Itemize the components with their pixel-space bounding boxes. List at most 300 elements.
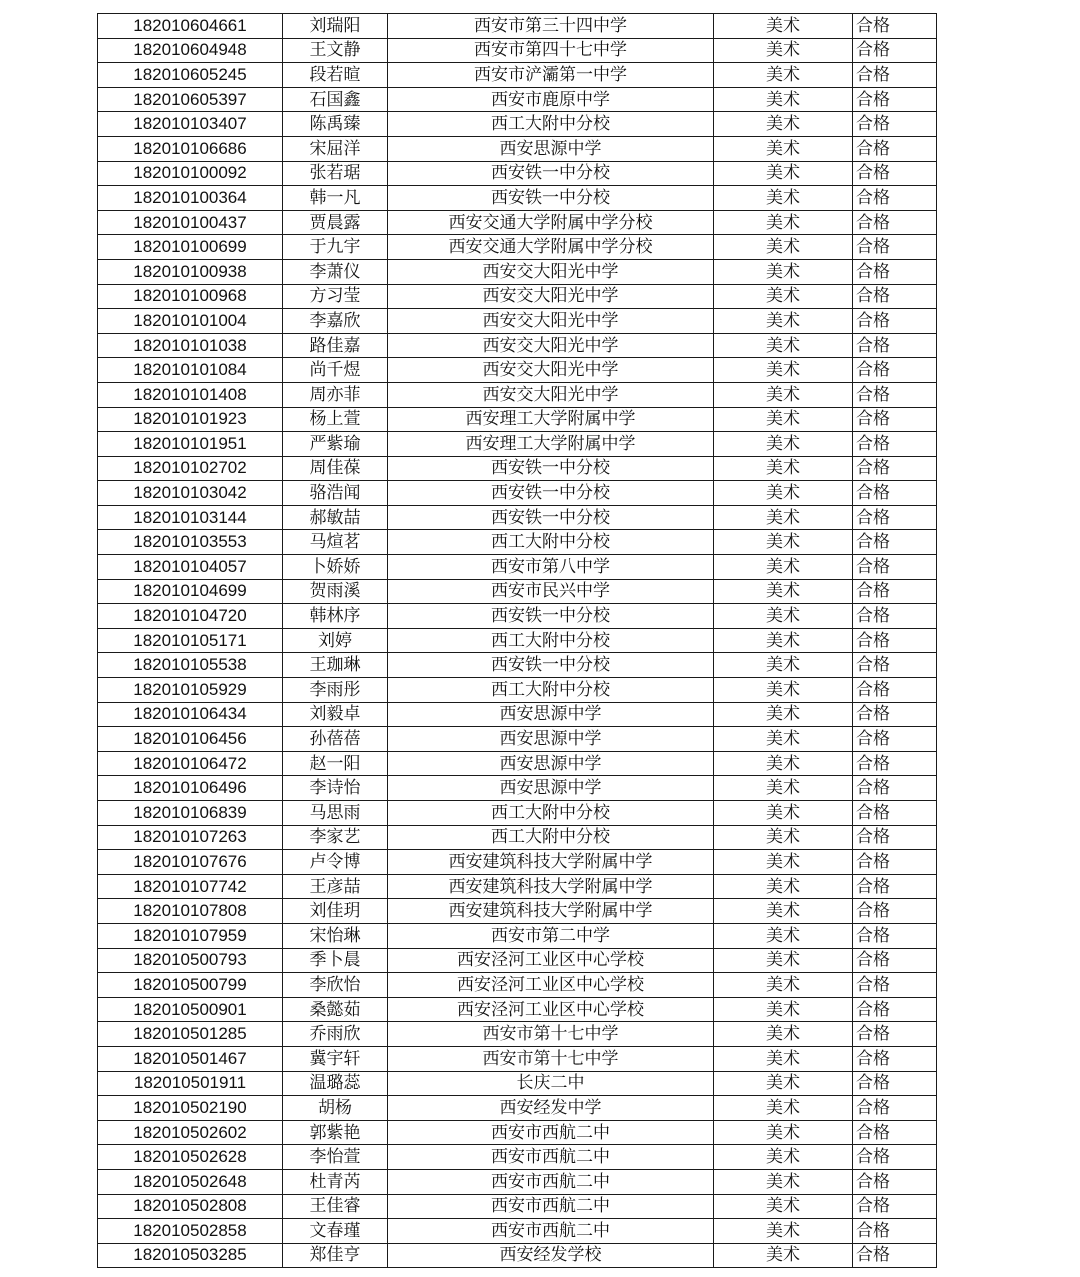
table-row [98, 112, 937, 137]
student-name-cell: 严紫瑜 [283, 432, 388, 457]
exam-id-cell: 182010501911 [98, 1071, 283, 1096]
subject-cell: 美术 [714, 358, 853, 383]
school-cell: 西安思源中学 [388, 136, 714, 161]
exam-id-cell: 182010107742 [98, 874, 283, 899]
school-cell: 西工大附中分校 [388, 530, 714, 555]
table-row [98, 1194, 937, 1219]
result-cell: 合格 [853, 530, 937, 555]
school-cell: 西安思源中学 [388, 727, 714, 752]
subject-cell: 美术 [714, 923, 853, 948]
exam-id-cell: 182010604948 [98, 38, 283, 63]
subject-cell: 美术 [714, 850, 853, 875]
student-name-cell: 王佳睿 [283, 1194, 388, 1219]
subject-cell: 美术 [714, 653, 853, 678]
school-cell: 西安市第十七中学 [388, 1022, 714, 1047]
school-cell: 西安铁一中分校 [388, 481, 714, 506]
school-cell: 西安市第八中学 [388, 555, 714, 580]
subject-cell: 美术 [714, 284, 853, 309]
table-row [98, 678, 937, 703]
exam-id-cell: 182010106456 [98, 727, 283, 752]
exam-id-cell: 182010107959 [98, 923, 283, 948]
table-row [98, 1120, 937, 1145]
result-cell: 合格 [853, 87, 937, 112]
student-name-cell: 李萧仪 [283, 259, 388, 284]
school-cell: 西安市民兴中学 [388, 579, 714, 604]
result-cell: 合格 [853, 604, 937, 629]
school-cell: 长庆二中 [388, 1071, 714, 1096]
exam-id-cell: 182010503285 [98, 1243, 283, 1268]
result-cell: 合格 [853, 505, 937, 530]
school-cell: 西工大附中分校 [388, 678, 714, 703]
exam-id-cell: 182010101408 [98, 382, 283, 407]
table-row [98, 87, 937, 112]
school-cell: 西安市第四十七中学 [388, 38, 714, 63]
school-cell: 西安市西航二中 [388, 1145, 714, 1170]
result-cell: 合格 [853, 801, 937, 826]
student-name-cell: 马煊茗 [283, 530, 388, 555]
subject-cell: 美术 [714, 1022, 853, 1047]
exam-id-cell: 182010102702 [98, 456, 283, 481]
student-name-cell: 杜青芮 [283, 1169, 388, 1194]
subject-cell: 美术 [714, 948, 853, 973]
result-cell: 合格 [853, 555, 937, 580]
exam-id-cell: 182010100437 [98, 210, 283, 235]
result-cell: 合格 [853, 333, 937, 358]
table-row [98, 309, 937, 334]
school-cell: 西工大附中分校 [388, 825, 714, 850]
subject-cell: 美术 [714, 1194, 853, 1219]
subject-cell: 美术 [714, 1071, 853, 1096]
school-cell: 西安建筑科技大学附属中学 [388, 850, 714, 875]
student-name-cell: 韩一凡 [283, 186, 388, 211]
school-cell: 西安市西航二中 [388, 1120, 714, 1145]
exam-id-cell: 182010605245 [98, 63, 283, 88]
table-row [98, 136, 937, 161]
subject-cell: 美术 [714, 161, 853, 186]
subject-cell: 美术 [714, 333, 853, 358]
exam-id-cell: 182010100092 [98, 161, 283, 186]
result-cell: 合格 [853, 751, 937, 776]
school-cell: 西安铁一中分校 [388, 456, 714, 481]
result-cell: 合格 [853, 850, 937, 875]
school-cell: 西安理工大学附属中学 [388, 407, 714, 432]
exam-id-cell: 182010502190 [98, 1096, 283, 1121]
result-cell: 合格 [853, 112, 937, 137]
result-cell: 合格 [853, 997, 937, 1022]
subject-cell: 美术 [714, 1046, 853, 1071]
school-cell: 西安经发中学 [388, 1096, 714, 1121]
subject-cell: 美术 [714, 382, 853, 407]
table-row [98, 210, 937, 235]
subject-cell: 美术 [714, 432, 853, 457]
table-row [98, 1071, 937, 1096]
school-cell: 西安交通大学附属中学分校 [388, 210, 714, 235]
student-name-cell: 温璐蕊 [283, 1071, 388, 1096]
subject-cell: 美术 [714, 702, 853, 727]
student-name-cell: 郑佳亨 [283, 1243, 388, 1268]
subject-cell: 美术 [714, 751, 853, 776]
table-row [98, 259, 937, 284]
subject-cell: 美术 [714, 112, 853, 137]
school-cell: 西安思源中学 [388, 776, 714, 801]
table-row [98, 555, 937, 580]
school-cell: 西安市西航二中 [388, 1219, 714, 1244]
subject-cell: 美术 [714, 210, 853, 235]
exam-id-cell: 182010106496 [98, 776, 283, 801]
result-cell: 合格 [853, 284, 937, 309]
exam-id-cell: 182010502858 [98, 1219, 283, 1244]
student-name-cell: 卜娇娇 [283, 555, 388, 580]
student-name-cell: 尚千煜 [283, 358, 388, 383]
table-row [98, 382, 937, 407]
subject-cell: 美术 [714, 481, 853, 506]
student-name-cell: 刘毅卓 [283, 702, 388, 727]
table-row [98, 432, 937, 457]
subject-cell: 美术 [714, 997, 853, 1022]
school-cell: 西安建筑科技大学附属中学 [388, 874, 714, 899]
subject-cell: 美术 [714, 727, 853, 752]
result-cell: 合格 [853, 579, 937, 604]
exam-id-cell: 182010100968 [98, 284, 283, 309]
result-cell: 合格 [853, 825, 937, 850]
table-row [98, 948, 937, 973]
table-row [98, 358, 937, 383]
subject-cell: 美术 [714, 505, 853, 530]
school-cell: 西安市第十七中学 [388, 1046, 714, 1071]
subject-cell: 美术 [714, 973, 853, 998]
exam-id-cell: 182010104057 [98, 555, 283, 580]
student-name-cell: 方习莹 [283, 284, 388, 309]
student-name-cell: 王文静 [283, 38, 388, 63]
exam-id-cell: 182010103042 [98, 481, 283, 506]
exam-id-cell: 182010103407 [98, 112, 283, 137]
student-name-cell: 贺雨溪 [283, 579, 388, 604]
student-name-cell: 马思雨 [283, 801, 388, 826]
result-cell: 合格 [853, 727, 937, 752]
exam-id-cell: 182010502808 [98, 1194, 283, 1219]
table-row [98, 63, 937, 88]
subject-cell: 美术 [714, 407, 853, 432]
subject-cell: 美术 [714, 259, 853, 284]
table-row [98, 604, 937, 629]
student-name-cell: 郝敏喆 [283, 505, 388, 530]
student-name-cell: 李家艺 [283, 825, 388, 850]
result-cell: 合格 [853, 432, 937, 457]
result-cell: 合格 [853, 678, 937, 703]
student-name-cell: 郭紫艳 [283, 1120, 388, 1145]
school-cell: 西安铁一中分校 [388, 653, 714, 678]
subject-cell: 美术 [714, 579, 853, 604]
table-row [98, 1243, 937, 1268]
table-row [98, 530, 937, 555]
exam-id-cell: 182010500793 [98, 948, 283, 973]
student-name-cell: 王彦喆 [283, 874, 388, 899]
student-name-cell: 陈禹臻 [283, 112, 388, 137]
table-row [98, 481, 937, 506]
school-cell: 西安铁一中分校 [388, 161, 714, 186]
student-name-cell: 桑懿茹 [283, 997, 388, 1022]
student-name-cell: 杨上萱 [283, 407, 388, 432]
subject-cell: 美术 [714, 530, 853, 555]
subject-cell: 美术 [714, 235, 853, 260]
table-row [98, 653, 937, 678]
school-cell: 西工大附中分校 [388, 801, 714, 826]
table-row [98, 1145, 937, 1170]
table-row [98, 1046, 937, 1071]
exam-id-cell: 182010103553 [98, 530, 283, 555]
subject-cell: 美术 [714, 87, 853, 112]
result-cell: 合格 [853, 1145, 937, 1170]
student-name-cell: 李怡萱 [283, 1145, 388, 1170]
result-cell: 合格 [853, 702, 937, 727]
result-cell: 合格 [853, 382, 937, 407]
result-cell: 合格 [853, 1022, 937, 1047]
result-cell: 合格 [853, 1243, 937, 1268]
school-cell: 西安市西航二中 [388, 1169, 714, 1194]
result-cell: 合格 [853, 38, 937, 63]
result-cell: 合格 [853, 1194, 937, 1219]
table-row [98, 186, 937, 211]
result-cell: 合格 [853, 899, 937, 924]
exam-id-cell: 182010103144 [98, 505, 283, 530]
subject-cell: 美术 [714, 776, 853, 801]
table-row [98, 1022, 937, 1047]
school-cell: 西安铁一中分校 [388, 186, 714, 211]
student-name-cell: 周佳葆 [283, 456, 388, 481]
table-row [98, 505, 937, 530]
student-name-cell: 石国鑫 [283, 87, 388, 112]
exam-id-cell: 182010106434 [98, 702, 283, 727]
exam-id-cell: 182010502628 [98, 1145, 283, 1170]
exam-id-cell: 182010100938 [98, 259, 283, 284]
table-row [98, 850, 937, 875]
table-row [98, 923, 937, 948]
school-cell: 西安市第二中学 [388, 923, 714, 948]
school-cell: 西安理工大学附属中学 [388, 432, 714, 457]
table-row [98, 235, 937, 260]
result-cell: 合格 [853, 628, 937, 653]
school-cell: 西安交通大学附属中学分校 [388, 235, 714, 260]
student-name-cell: 冀宇轩 [283, 1046, 388, 1071]
student-name-cell: 王珈琳 [283, 653, 388, 678]
result-cell: 合格 [853, 948, 937, 973]
result-cell: 合格 [853, 210, 937, 235]
result-cell: 合格 [853, 1096, 937, 1121]
school-cell: 西安交大阳光中学 [388, 284, 714, 309]
table-row [98, 801, 937, 826]
student-name-cell: 贾晨露 [283, 210, 388, 235]
exam-id-cell: 182010105929 [98, 678, 283, 703]
result-cell: 合格 [853, 776, 937, 801]
results-table-body [98, 14, 937, 1268]
subject-cell: 美术 [714, 1120, 853, 1145]
subject-cell: 美术 [714, 309, 853, 334]
subject-cell: 美术 [714, 628, 853, 653]
result-cell: 合格 [853, 1120, 937, 1145]
result-cell: 合格 [853, 186, 937, 211]
subject-cell: 美术 [714, 1169, 853, 1194]
school-cell: 西安交大阳光中学 [388, 382, 714, 407]
table-row [98, 579, 937, 604]
school-cell: 西安市浐灞第一中学 [388, 63, 714, 88]
exam-id-cell: 182010101004 [98, 309, 283, 334]
result-cell: 合格 [853, 1071, 937, 1096]
school-cell: 西安市鹿原中学 [388, 87, 714, 112]
table-row [98, 1219, 937, 1244]
subject-cell: 美术 [714, 456, 853, 481]
result-cell: 合格 [853, 923, 937, 948]
student-name-cell: 李嘉欣 [283, 309, 388, 334]
school-cell: 西安铁一中分校 [388, 505, 714, 530]
result-cell: 合格 [853, 973, 937, 998]
table-row [98, 1096, 937, 1121]
school-cell: 西安交大阳光中学 [388, 333, 714, 358]
student-name-cell: 李诗怡 [283, 776, 388, 801]
result-cell: 合格 [853, 653, 937, 678]
school-cell: 西安思源中学 [388, 702, 714, 727]
result-cell: 合格 [853, 235, 937, 260]
exam-id-cell: 182010101923 [98, 407, 283, 432]
school-cell: 西安思源中学 [388, 751, 714, 776]
school-cell: 西安建筑科技大学附属中学 [388, 899, 714, 924]
subject-cell: 美术 [714, 1145, 853, 1170]
school-cell: 西安泾河工业区中心学校 [388, 997, 714, 1022]
subject-cell: 美术 [714, 1219, 853, 1244]
student-name-cell: 路佳嘉 [283, 333, 388, 358]
student-name-cell: 韩林序 [283, 604, 388, 629]
table-row [98, 38, 937, 63]
exam-id-cell: 182010105171 [98, 628, 283, 653]
exam-id-cell: 182010100364 [98, 186, 283, 211]
table-row [98, 973, 937, 998]
subject-cell: 美术 [714, 63, 853, 88]
table-row [98, 997, 937, 1022]
result-cell: 合格 [853, 1046, 937, 1071]
result-cell: 合格 [853, 456, 937, 481]
student-name-cell: 刘瑞阳 [283, 14, 388, 39]
exam-id-cell: 182010501285 [98, 1022, 283, 1047]
school-cell: 西安交大阳光中学 [388, 309, 714, 334]
table-row [98, 702, 937, 727]
result-cell: 合格 [853, 259, 937, 284]
student-name-cell: 刘佳玥 [283, 899, 388, 924]
student-name-cell: 乔雨欣 [283, 1022, 388, 1047]
student-name-cell: 文春瑾 [283, 1219, 388, 1244]
exam-id-cell: 182010104720 [98, 604, 283, 629]
exam-id-cell: 182010107263 [98, 825, 283, 850]
exam-id-cell: 182010500799 [98, 973, 283, 998]
subject-cell: 美术 [714, 136, 853, 161]
table-row [98, 161, 937, 186]
exam-id-cell: 182010106839 [98, 801, 283, 826]
table-row [98, 14, 937, 39]
school-cell: 西安市第三十四中学 [388, 14, 714, 39]
student-name-cell: 季卜晨 [283, 948, 388, 973]
table-row [98, 727, 937, 752]
result-cell: 合格 [853, 309, 937, 334]
student-name-cell: 张若琚 [283, 161, 388, 186]
exam-id-cell: 182010106686 [98, 136, 283, 161]
exam-id-cell: 182010105538 [98, 653, 283, 678]
school-cell: 西工大附中分校 [388, 112, 714, 137]
table-row [98, 899, 937, 924]
table-row [98, 628, 937, 653]
subject-cell: 美术 [714, 899, 853, 924]
student-name-cell: 孙蓓蓓 [283, 727, 388, 752]
table-row [98, 1169, 937, 1194]
table-row [98, 874, 937, 899]
school-cell: 西安泾河工业区中心学校 [388, 973, 714, 998]
subject-cell: 美术 [714, 874, 853, 899]
student-name-cell: 赵一阳 [283, 751, 388, 776]
subject-cell: 美术 [714, 14, 853, 39]
table-row [98, 751, 937, 776]
school-cell: 西安交大阳光中学 [388, 259, 714, 284]
student-name-cell: 宋怡琳 [283, 923, 388, 948]
table-row [98, 333, 937, 358]
subject-cell: 美术 [714, 801, 853, 826]
result-cell: 合格 [853, 874, 937, 899]
exam-id-cell: 182010101951 [98, 432, 283, 457]
result-cell: 合格 [853, 136, 937, 161]
result-cell: 合格 [853, 358, 937, 383]
table-row [98, 284, 937, 309]
exam-id-cell: 182010604661 [98, 14, 283, 39]
exam-id-cell: 182010500901 [98, 997, 283, 1022]
exam-id-cell: 182010605397 [98, 87, 283, 112]
school-cell: 西安经发学校 [388, 1243, 714, 1268]
school-cell: 西安铁一中分校 [388, 604, 714, 629]
subject-cell: 美术 [714, 186, 853, 211]
student-name-cell: 周亦菲 [283, 382, 388, 407]
student-name-cell: 刘婷 [283, 628, 388, 653]
exam-id-cell: 182010502648 [98, 1169, 283, 1194]
exam-id-cell: 182010104699 [98, 579, 283, 604]
exam-id-cell: 182010106472 [98, 751, 283, 776]
subject-cell: 美术 [714, 678, 853, 703]
subject-cell: 美术 [714, 1096, 853, 1121]
student-name-cell: 骆浩闻 [283, 481, 388, 506]
result-cell: 合格 [853, 1169, 937, 1194]
exam-id-cell: 182010107808 [98, 899, 283, 924]
school-cell: 西安泾河工业区中心学校 [388, 948, 714, 973]
subject-cell: 美术 [714, 38, 853, 63]
subject-cell: 美术 [714, 1243, 853, 1268]
student-name-cell: 段若暄 [283, 63, 388, 88]
exam-id-cell: 182010100699 [98, 235, 283, 260]
student-name-cell: 李欣怡 [283, 973, 388, 998]
subject-cell: 美术 [714, 555, 853, 580]
exam-id-cell: 182010101084 [98, 358, 283, 383]
result-cell: 合格 [853, 14, 937, 39]
school-cell: 西安市西航二中 [388, 1194, 714, 1219]
table-row [98, 776, 937, 801]
results-table [97, 13, 937, 1268]
student-name-cell: 胡杨 [283, 1096, 388, 1121]
result-cell: 合格 [853, 161, 937, 186]
subject-cell: 美术 [714, 825, 853, 850]
exam-id-cell: 182010501467 [98, 1046, 283, 1071]
result-cell: 合格 [853, 407, 937, 432]
subject-cell: 美术 [714, 604, 853, 629]
table-row [98, 456, 937, 481]
table-row [98, 407, 937, 432]
school-cell: 西工大附中分校 [388, 628, 714, 653]
table-row [98, 825, 937, 850]
student-name-cell: 宋屈洋 [283, 136, 388, 161]
result-cell: 合格 [853, 481, 937, 506]
school-cell: 西安交大阳光中学 [388, 358, 714, 383]
